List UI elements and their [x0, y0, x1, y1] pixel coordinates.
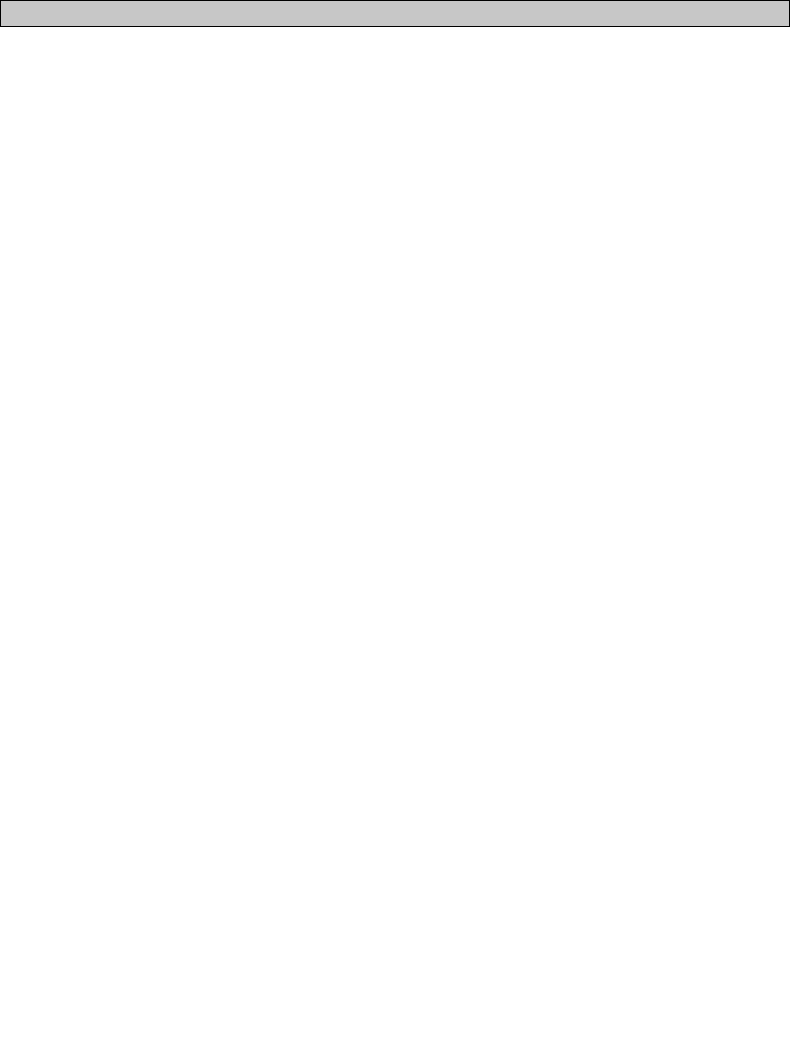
- report-title: [0, 0, 790, 27]
